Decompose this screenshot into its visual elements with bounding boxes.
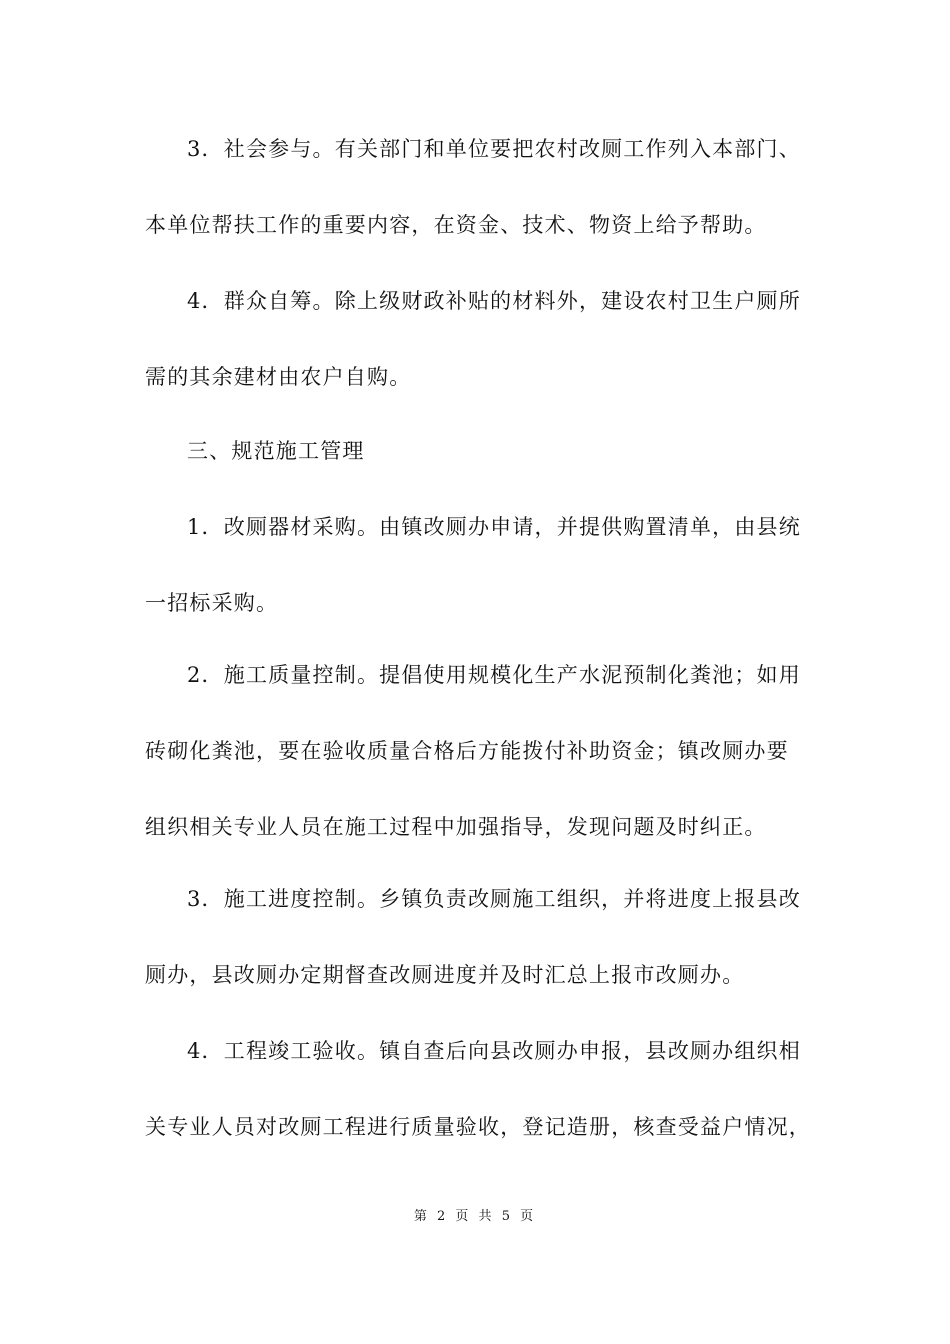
paragraph-line-8: 2．施工质量控制。提倡使用规模化生产水泥预制化粪池；如用 <box>187 663 801 687</box>
paragraph-line-3: 4．群众自筹。除上级财政补贴的材料外，建设农村卫生户厕所 <box>187 289 801 313</box>
paragraph-line-6: 1．改厕器材采购。由镇改厕办申请，并提供购置清单，由县统 <box>187 515 801 539</box>
paragraph-line-12: 厕办，县改厕办定期督查改厕进度并及时汇总上报市改厕办。 <box>145 963 745 987</box>
paragraph-line-13: 4．工程竣工验收。镇自查后向县改厕办申报，县改厕办组织相 <box>187 1039 801 1063</box>
paragraph-line-14: 关专业人员对改厕工程进行质量验收，登记造册，核查受益户情况， <box>145 1115 811 1139</box>
page-number-footer: 第 2 页 共 5 页 <box>413 1209 537 1224</box>
paragraph-line-7: 一招标采购。 <box>145 591 279 615</box>
paragraph-line-11: 3．施工进度控制。乡镇负责改厕施工组织，并将进度上报县改 <box>187 887 801 911</box>
section-heading: 三、规范施工管理 <box>187 439 365 463</box>
paragraph-line-9: 砖砌化粪池，要在验收质量合格后方能拨付补助资金；镇改厕办要 <box>145 739 789 763</box>
paragraph-line-2: 本单位帮扶工作的重要内容，在资金、技术、物资上给予帮助。 <box>145 213 767 237</box>
paragraph-line-4: 需的其余建材由农户自购。 <box>145 365 412 389</box>
paragraph-line-10: 组织相关专业人员在施工过程中加强指导，发现问题及时纠正。 <box>145 815 767 839</box>
paragraph-line-1: 3．社会参与。有关部门和单位要把农村改厕工作列入本部门、 <box>187 137 801 161</box>
